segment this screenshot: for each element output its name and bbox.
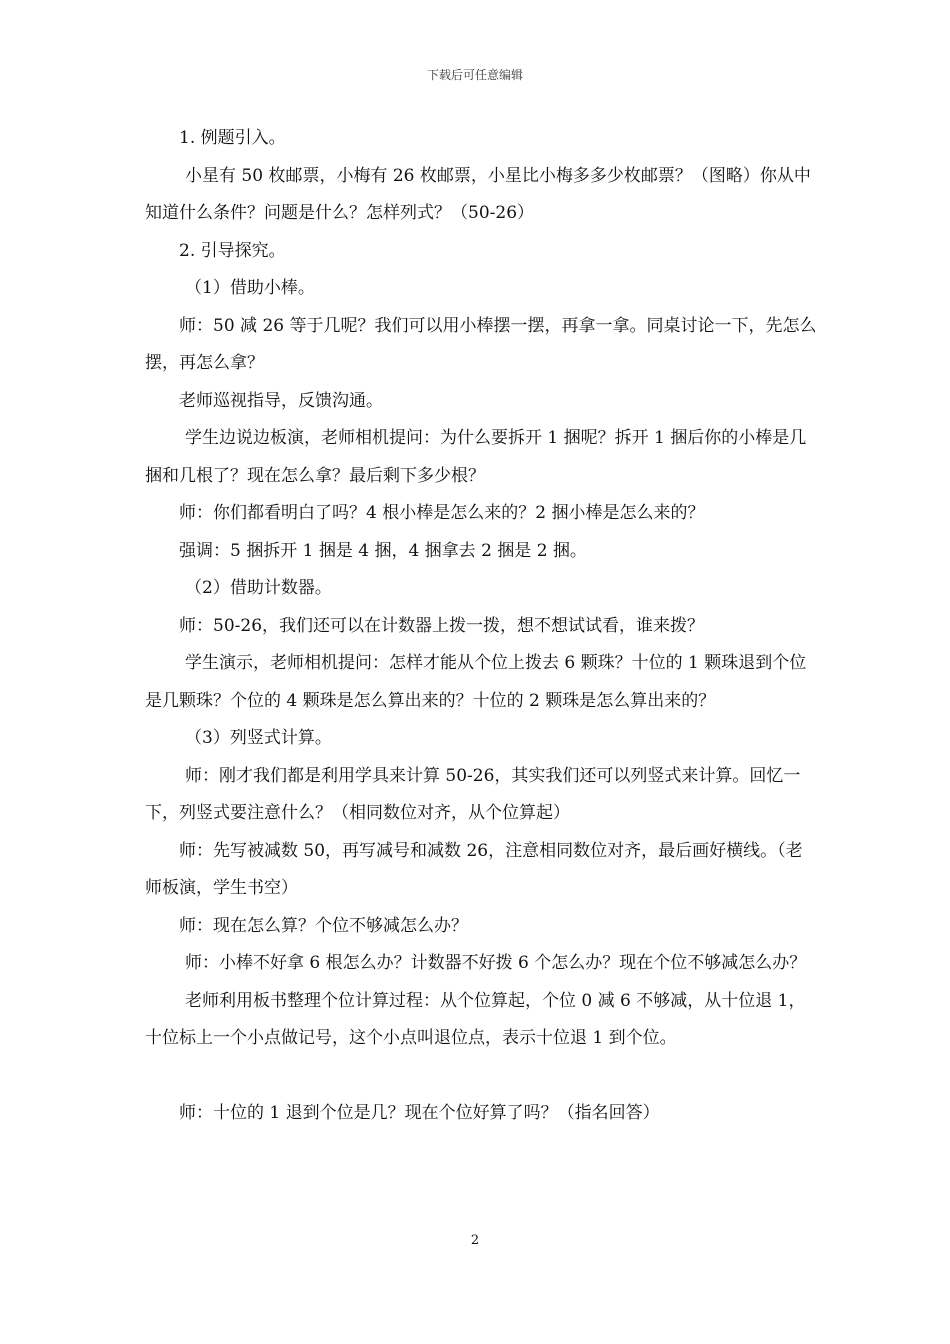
paragraph: 学生边说边板演，老师相机提问：为什么要拆开 1 捆呢？拆开 1 捆后你的小棒是几捆和几根了？现在怎么拿？最后剩下多少根？ xyxy=(145,428,807,486)
paragraph: 老师巡视指导，反馈沟通。 xyxy=(179,390,383,411)
paragraph: 小星有 50 枚邮票，小梅有 26 枚邮票，小星比小梅多多少枚邮票？（图略）你从中知道什么条件？问题是什么？怎样列式？（50-26） xyxy=(145,165,811,223)
paragraph: 1. 例题引入。 xyxy=(179,128,286,148)
paragraph: 2. 引导探究。 xyxy=(179,240,286,261)
paragraph: 师：你们都看明白了吗？4 根小棒是怎么来的？2 捆小棒是怎么来的？ xyxy=(179,503,705,523)
paragraph: 老师利用板书整理个位计算过程：从个位算起，个位 0 减 6 不够减，从十位退 1，十位标上一个小点做记号，这个小点叫退位点，表示十位退 1 到个位。 xyxy=(145,990,806,1048)
document-body xyxy=(145,120,817,1132)
page-header: 下载后可任意编辑 xyxy=(426,68,523,82)
paragraph: （1）借助小棒。 xyxy=(185,278,315,298)
paragraph: 师：现在怎么算？个位不够减怎么办？ xyxy=(179,915,468,936)
paragraph: 师：十位的 1 退到个位是几？现在个位好算了吗？（指名回答） xyxy=(179,1102,660,1123)
paragraph: 学生演示，老师相机提问：怎样才能从个位上拨去 6 颗珠？十位的 1 颗珠退到个位是几颗珠？个位的 4 颗珠是怎么算出来的？十位的 2 颗珠是怎么算出来的？ xyxy=(145,653,807,711)
paragraph-spacer xyxy=(145,1058,817,1095)
paragraph: 师：先写被减数 50，再写减号和减数 26，注意相同数位对齐，最后画好横线。（老师板演，学生书空） xyxy=(145,840,803,898)
paragraph: 师：50-26，我们还可以在计数器上拨一拨，想不想试试看，谁来拨？ xyxy=(179,615,705,636)
paragraph: 师：小棒不好拿 6 根怎么办？计数器不好拨 6 个怎么办？现在个位不够减怎么办？ xyxy=(185,953,807,973)
page-number: 2 xyxy=(470,1233,480,1248)
paragraph: 强调：5 捆拆开 1 捆是 4 捆，4 捆拿去 2 捆是 2 捆。 xyxy=(179,540,587,561)
paragraph: 师：刚才我们都是利用学具来计算 50-26，其实我们还可以列竖式来计算。回忆一下，列竖式要注意什么？（相同数位对齐，从个位算起） xyxy=(145,765,801,823)
paragraph: （2）借助计数器。 xyxy=(185,578,332,598)
paragraph: （3）列竖式计算。 xyxy=(185,728,332,748)
paragraph: 师：50 减 26 等于几呢？我们可以用小棒摆一摆，再拿一拿。同桌讨论一下，先怎么摆，再怎么拿？ xyxy=(145,315,817,373)
